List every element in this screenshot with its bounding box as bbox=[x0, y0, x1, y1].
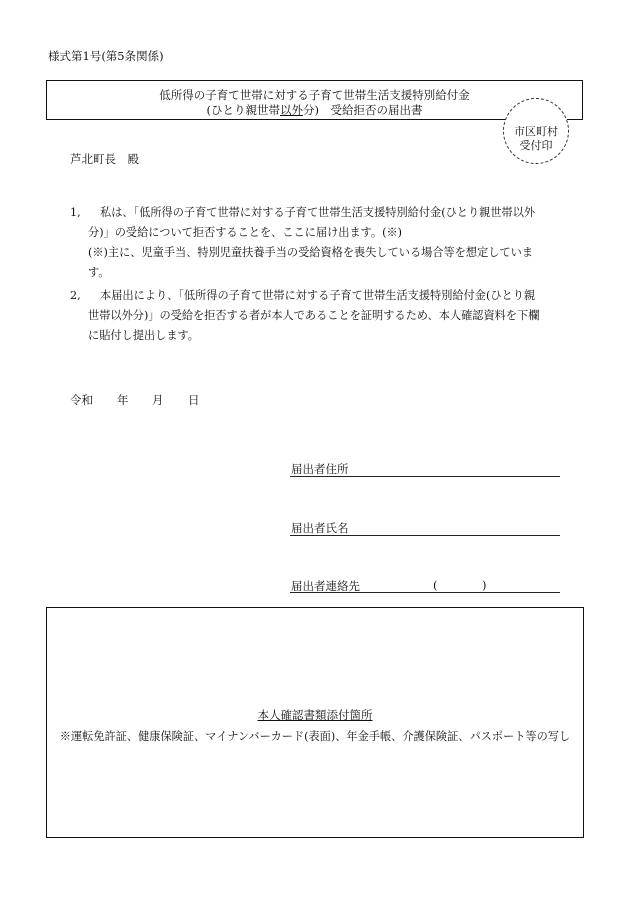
reception-stamp bbox=[503, 98, 569, 164]
paragraph-1-number: 1, bbox=[70, 206, 81, 219]
paragraph-2-line-2: 世帯以外分)」の受給を拒否する者が本人であることを証明するため、本人確認資料を下欄 bbox=[88, 309, 540, 322]
date-era: 令和 bbox=[70, 393, 93, 407]
title-line-1: 低所得の子育て世帯に対する子育て世帯生活支援特別給付金 bbox=[159, 88, 470, 102]
addressee: 芦北町長 殿 bbox=[70, 152, 139, 166]
title-line-2-post: 分) 受給拒否の届出書 bbox=[303, 103, 423, 117]
contact-paren-close: ) bbox=[482, 578, 487, 592]
title-line-2 bbox=[47, 102, 582, 118]
paragraph-2-line-3: に貼付し提出します。 bbox=[88, 329, 199, 342]
applicant-name-line[interactable] bbox=[290, 535, 560, 536]
date-day: 日 bbox=[188, 393, 200, 407]
paragraph-2-line-1: 本届出により、「低所得の子育て世帯に対する子育て世帯生活支援特別給付金(ひとり親 bbox=[100, 289, 536, 302]
title-line-2-underlined: 以外 bbox=[280, 103, 303, 117]
stamp-line-1: 市区町村 bbox=[514, 125, 558, 138]
applicant-address-line[interactable] bbox=[290, 476, 560, 477]
applicant-contact-line[interactable] bbox=[290, 592, 560, 593]
paragraph-1-line-3: (※)主に、児童手当、特別児童扶養手当の受給資格を喪失している場合等を想定していま bbox=[88, 246, 534, 259]
applicant-address-label: 届出者住所 bbox=[291, 462, 349, 476]
title-box bbox=[46, 80, 583, 120]
title-line-2-pre: (ひとり親世帯 bbox=[206, 103, 280, 117]
id-document-attachment-area[interactable] bbox=[46, 607, 584, 838]
paragraph-1-line-2: 分)」の受給について拒否することを、ここに届け出ます。(※) bbox=[88, 226, 403, 239]
attachment-note: ※運転免許証、健康保険証、マイナンバーカード(表面)、年金手帳、介護保険証、パスポート等の写し bbox=[59, 730, 571, 743]
contact-paren-open: ( bbox=[433, 578, 438, 592]
paragraph-1-line-1: 私は、「低所得の子育て世帯に対する子育て世帯生活支援特別給付金(ひとり親世帯以外 bbox=[100, 206, 536, 219]
date-month: 月 bbox=[152, 393, 164, 407]
form-number: 様式第1号(第5条関係) bbox=[48, 49, 164, 63]
applicant-contact-label: 届出者連絡先 bbox=[291, 579, 360, 593]
attachment-title: 本人確認書類添付箇所 bbox=[257, 708, 373, 722]
paragraph-2-number: 2, bbox=[70, 289, 81, 302]
paragraph-1-line-4: す。 bbox=[88, 266, 110, 279]
stamp-line-2: 受付印 bbox=[519, 139, 553, 152]
date-year: 年 bbox=[117, 393, 129, 407]
applicant-name-label: 届出者氏名 bbox=[291, 521, 349, 535]
